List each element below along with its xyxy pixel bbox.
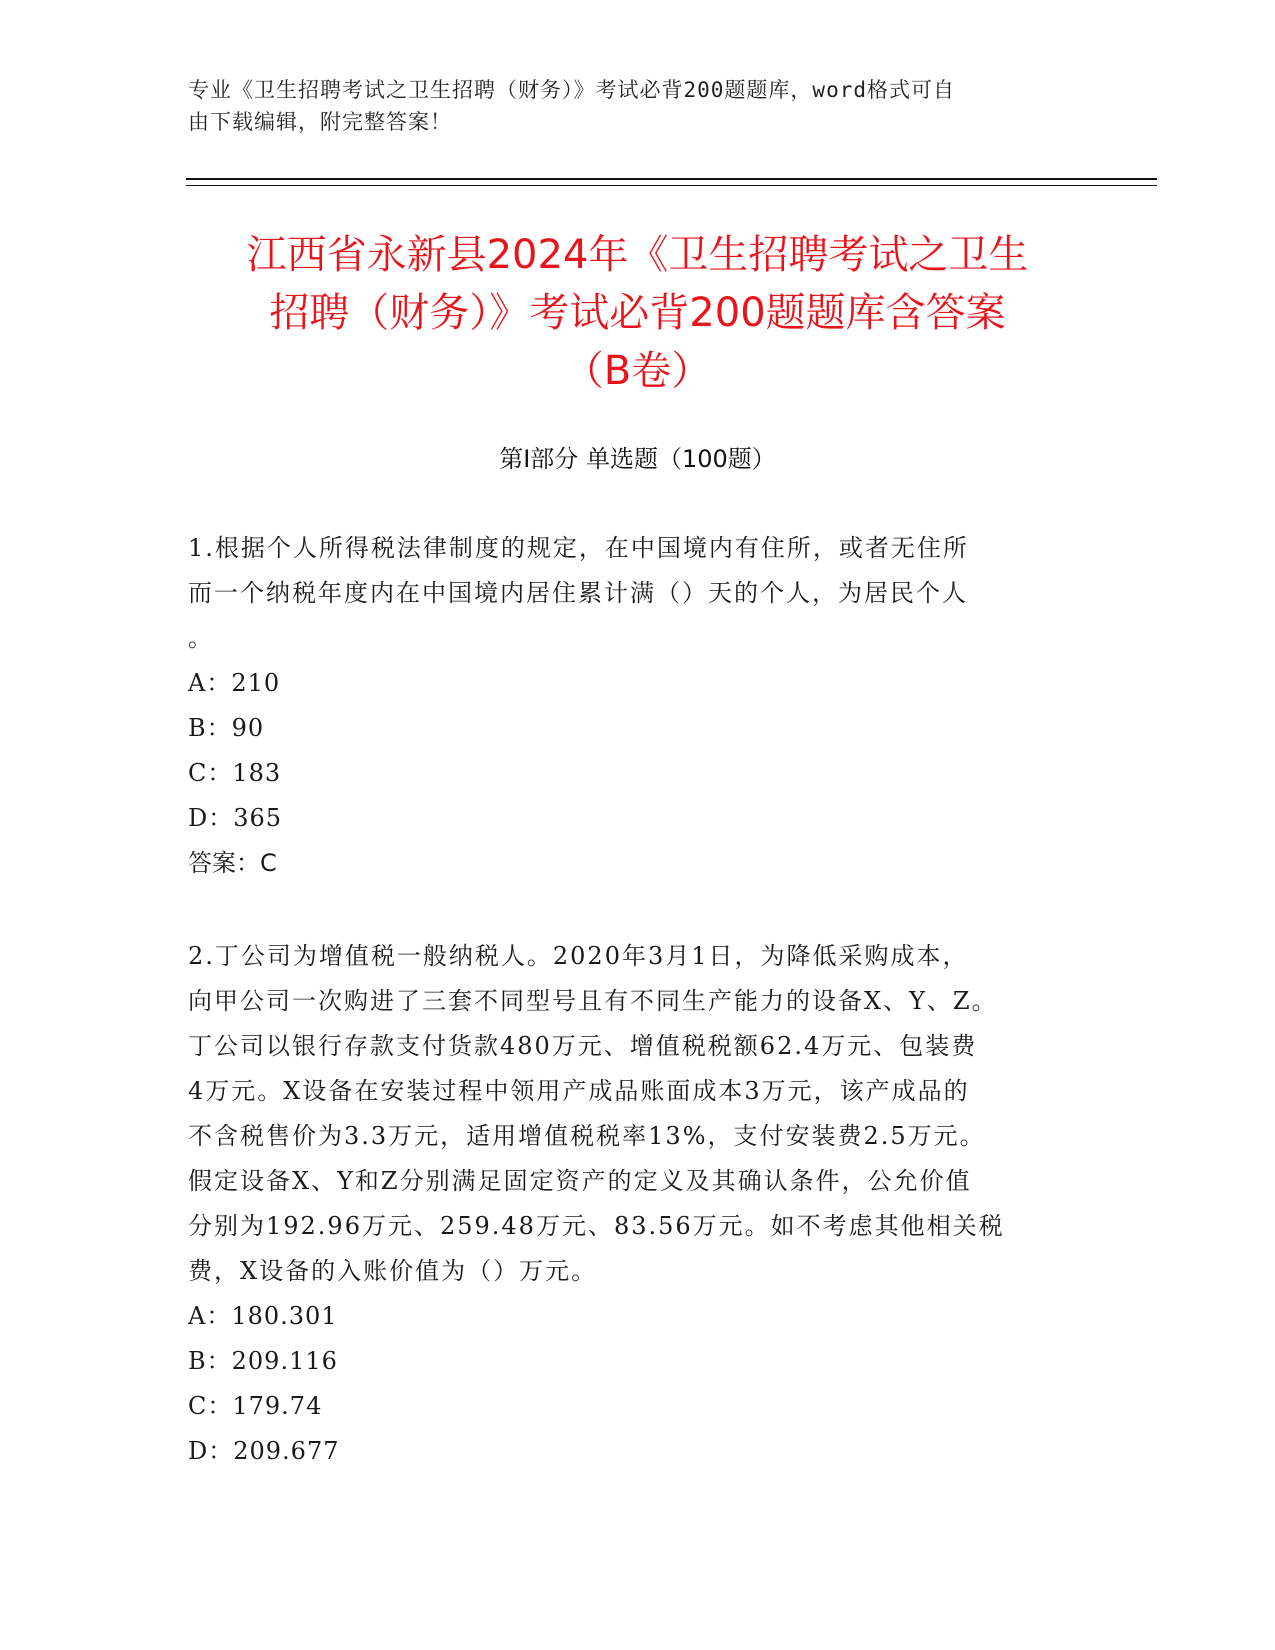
document-title-line-2: 招聘（财务）》考试必背200题题库含答案	[269, 290, 1006, 336]
question-1-option-d: D：365	[188, 804, 283, 832]
question-stem-line: 。	[188, 624, 214, 652]
question-stem-line: 1.根据个人所得税法律制度的规定，在中国境内有住所，或者无住所	[188, 534, 969, 562]
header-note-line-1: 专业《卫生招聘考试之卫生招聘（财务）》考试必背200题题库，word格式可自	[188, 78, 955, 102]
section-title: 第Ⅰ部分 单选题（100题）	[499, 445, 776, 473]
question-stem-line: 费，X设备的入账价值为（）万元。	[188, 1257, 598, 1285]
question-1	[188, 526, 1078, 886]
question-2-option-a: A：180.301	[188, 1302, 338, 1330]
question-stem-line: 分别为192.96万元、259.48万元、83.56万元。如不考虑其他相关税	[188, 1212, 1005, 1240]
header-note-line-2: 由下载编辑，附完整答案！	[188, 110, 452, 134]
question-2-option-c: C：179.74	[188, 1392, 323, 1420]
question-2-option-d: D：209.677	[188, 1437, 340, 1465]
question-stem-line: 假定设备X、Y和Z分别满足固定资产的定义及其确认条件，公允价值	[188, 1167, 972, 1195]
question-1-option-c: C：183	[188, 759, 282, 787]
question-1-stem	[188, 526, 1078, 661]
question-1-option-a: A：210	[188, 669, 281, 697]
question-2-stem	[188, 934, 1078, 1294]
question-2	[188, 934, 1078, 1474]
question-stem-line: 4万元。X设备在安装过程中领用产成品账面成本3万元，该产成品的	[188, 1077, 970, 1105]
header-divider-thick	[186, 178, 1157, 180]
question-stem-line: 而一个纳税年度内在中国境内居住累计满（）天的个人，为居民个人	[188, 579, 968, 607]
question-2-option-b: B：209.116	[188, 1347, 338, 1375]
question-1-option-b: B：90	[188, 714, 265, 742]
question-stem-line: 向甲公司一次购进了三套不同型号且有不同生产能力的设备X、Y、Z。	[188, 987, 998, 1015]
question-stem-line: 2.丁公司为增值税一般纳税人。2020年3月1日，为降低采购成本，	[188, 942, 969, 970]
document-title-line-3: （B卷）	[563, 348, 712, 394]
question-stem-line: 不含税售价为3.3万元，适用增值税税率13%，支付安装费2.5万元。	[188, 1122, 986, 1150]
question-1-answer: 答案：C	[188, 849, 277, 877]
document-title-line-1: 江西省永新县2024年《卫生招聘考试之卫生	[246, 232, 1029, 278]
document-title	[150, 226, 1125, 400]
header-divider-thin	[186, 185, 1157, 186]
header-note	[188, 74, 1088, 138]
question-stem-line: 丁公司以银行存款支付货款480万元、增值税税额62.4万元、包装费	[188, 1032, 978, 1060]
